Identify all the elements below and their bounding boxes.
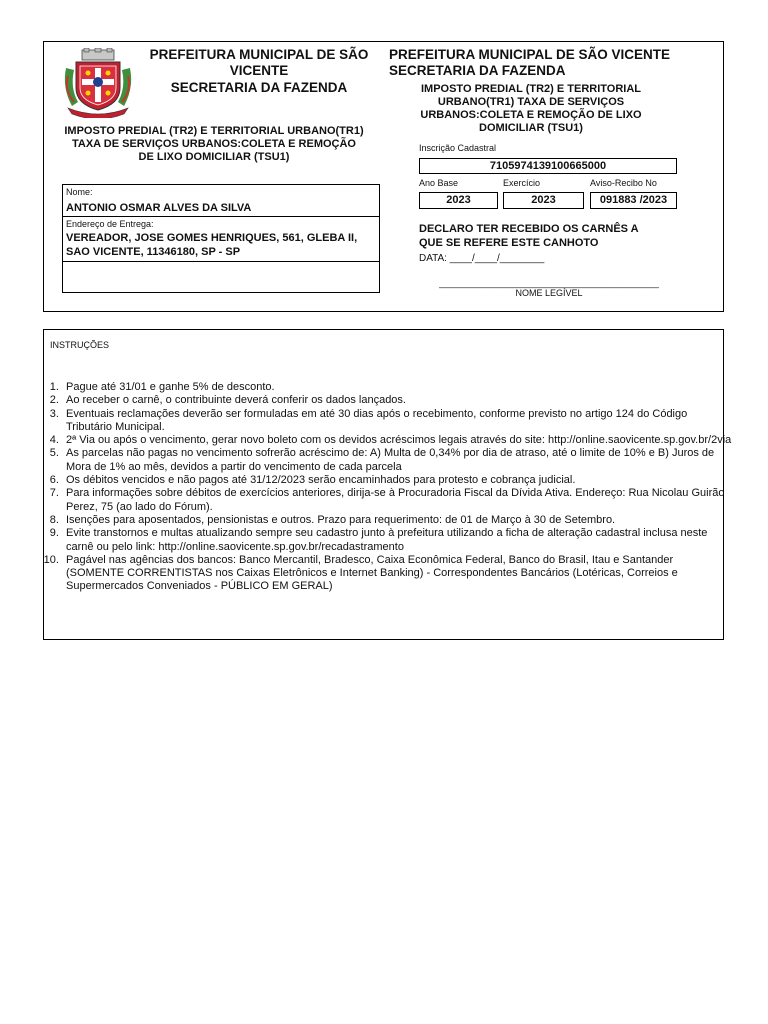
instruction-item: 9. Evite transtornos e multas atualizando sempre seu cadastro junto à prefeitura utilizando a ficha de alteração cadastral inclusa neste carnê ou pelo link: http://online.saovicente.sp.gov.br/recadastramento (62, 527, 732, 554)
signature-label: NOME LEGÍVEL (515, 288, 583, 298)
date-line: DATA: ____/____/________ (419, 253, 545, 264)
name-label: Nome: (66, 187, 93, 197)
aviso-label: Aviso-Recibo No (590, 178, 657, 188)
instructions-section (43, 329, 732, 640)
tax-title-right: IMPOSTO PREDIAL (TR2) E TERRITORIAL URBANO(TR1) TAXA DE SERVIÇOS URBANOS:COLETA E REMOÇÃO DE LIXO DOMICILIAR (TSU1) (420, 83, 642, 134)
instruction-item: 6. Os débitos vencidos e não pagos até 31/12/2023 serão encaminhados para protesto e cobrança judicial. (62, 474, 732, 487)
org-name-left: PREFEITURA MUNICIPAL DE SÃO VICENTE (149, 47, 369, 78)
dept-right: SECRETARIA DA FAZENDA (389, 63, 566, 78)
instruction-item: 1. Pague até 31/01 e ganhe 5% de desconto. (62, 381, 732, 394)
address-box (62, 216, 380, 262)
stub-section (43, 41, 724, 312)
address-label: Endereço de Entrega: (66, 219, 154, 229)
dept-left: SECRETARIA DA FAZENDA (170, 80, 348, 95)
ano-base-label: Ano Base (419, 178, 459, 188)
instruction-item: 7. Para informações sobre débitos de exercícios anteriores, dirija-se à Procuradoria Fiscal da Dívida Ativa. Endereço: Rua Nicolau Guirão Perez, 75 (ao lado do Fórum). (62, 487, 732, 514)
taxpayer-address: VEREADOR, JOSE GOMES HENRIQUES, 561, GLEBA II, SAO VICENTE, 11346180, SP - SP (66, 232, 358, 258)
signature-line: ____________________________________________ (439, 278, 659, 288)
name-box (62, 184, 380, 217)
instruction-item: 4. 2ª Via ou após o vencimento, gerar novo boleto com os devidos acréscimos legais através do site: http://online.saovicente.sp.gov.br/2via (62, 434, 732, 447)
registration-number: 7105974139100665000 (419, 158, 677, 174)
instruction-item: 5. As parcelas não pagas no vencimento sofrerão acréscimo de: A) Multa de 0,34% por dia de atraso, até o limite de 10% e B) Juros de Mora de 1% ao mês, devidos a partir do vencimento de cada parcela (62, 447, 732, 474)
receipt-declaration: DECLARO TER RECEBIDO OS CARNÊS A QUE SE REFERE ESTE CANHOTO (419, 223, 639, 249)
tax-title-left: IMPOSTO PREDIAL (TR2) E TERRITORIAL URBANO(TR1) TAXA DE SERVIÇOS URBANOS:COLETA E REMOÇÃO DE LIXO DOMICILIAR (TSU1) (64, 125, 364, 163)
instruction-item: 3. Eventuais reclamações deverão ser formuladas em até 30 dias após o recebimento, conforme previsto no artigo 124 do Código Tributário Municipal. (62, 408, 732, 435)
exercicio-label: Exercício (503, 178, 541, 188)
taxpayer-name: ANTONIO OSMAR ALVES DA SILVA (66, 202, 252, 214)
registration-label: Inscrição Cadastral (419, 143, 497, 153)
instruction-item: 10. Pagável nas agências dos bancos: Banco Mercantil, Bradesco, Caixa Econômica Federal, Banco do Brasil, Itau e Santander (SOMENTE CORRENTISTAS nos Caixas Eletrônicos e Internet Banking) - Correspondentes Bancários (Lotéricas, Correios e Supermercados Conveniados - PÚBLICO EM GERAL) (62, 554, 732, 594)
coat-of-arms-logo (62, 48, 134, 118)
exercicio-value: 2023 (503, 192, 584, 209)
empty-box (62, 261, 380, 293)
aviso-value: 091883 /2023 (590, 192, 677, 209)
instructions-list (40, 381, 732, 594)
org-name-right: PREFEITURA MUNICIPAL DE SÃO VICENTE (389, 47, 671, 62)
instruction-item: 8. Isenções para aposentados, pensionistas e outros. Prazo para requerimento: de 01 de Março à 30 de Setembro. (62, 514, 732, 527)
instructions-title: INSTRUÇÕES (50, 340, 110, 350)
instruction-item: 2. Ao receber o carnê, o contribuinte deverá conferir os dados lançados. (62, 394, 732, 407)
ano-base-value: 2023 (419, 192, 498, 209)
